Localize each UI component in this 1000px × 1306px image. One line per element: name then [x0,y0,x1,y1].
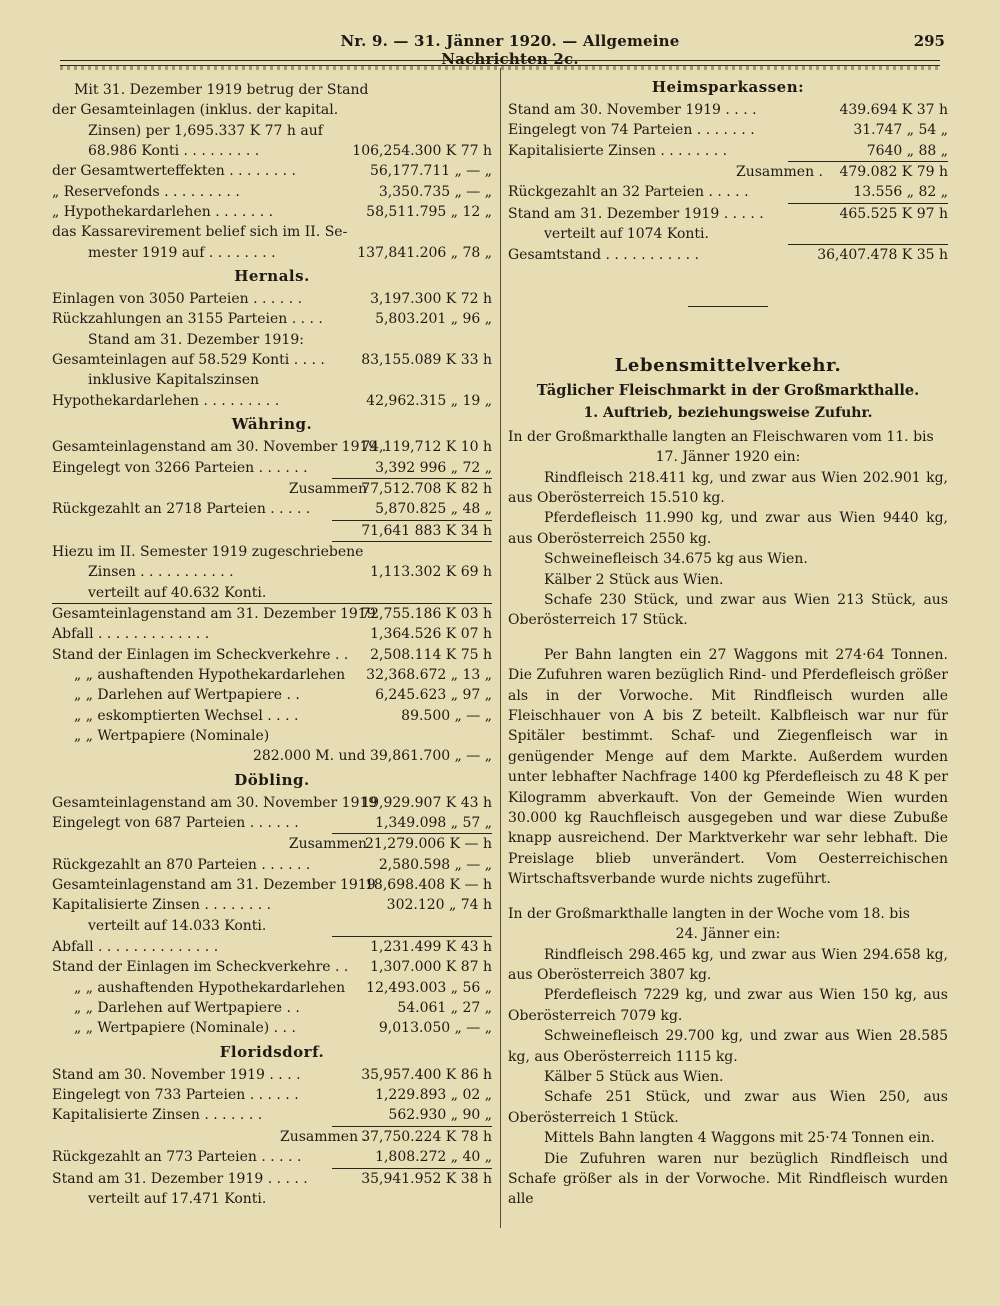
table-row: „ „ Wertpapiere (Nominale) . . . 9,013.050 „ — „ [74,1020,492,1037]
intro-line: 17. Jänner 1920 ein: [655,449,801,466]
section-separator [688,306,768,307]
table-row: verteilt auf 40.632 Konti. [88,584,267,601]
table-row: Zinsen . . . . . . . . . . . 1,113.302 K 69 h [88,564,492,581]
table-row: Zusammen . 479.082 K 79 h [735,164,948,181]
table-row: Abfall . . . . . . . . . . . . . . 1,231.499 K 43 h [52,939,492,956]
list-item: Rindfleisch 298.465 kg, und zwar aus Wien 294.658 kg, aus Oberösterreich 3807 kg. [508,946,948,983]
list-item: Mittels Bahn langten 4 Waggons mit 25·74 Tonnen ein. [544,1130,935,1147]
table-row: der Gesamtwerteffekten . . . . . . . . 56,177.711 „ — „ [52,163,492,180]
table-row: Rückzahlungen an 3155 Parteien . . . . 5,803.201 „ 96 „ [52,311,492,328]
doebling-section [52,793,492,1039]
table-row: „ Reservefonds . . . . . . . . . 3,350.735 „ — „ [52,183,492,200]
intro-line: In der Großmarkthalle langten in der Woche vom 18. bis [508,905,910,922]
table-row: Stand der Einlagen im Scheckverkehre . . 1,307.000 K 87 h [52,959,492,976]
table-row: der Gesamteinlagen (inklus. der kapital. [52,102,339,119]
floridsdorf-section [52,1065,492,1209]
intro-line: In der Großmarkthalle langten an Fleischwaren vom 11. bis [508,428,934,445]
list-item: Pferdefleisch 7229 kg, und zwar aus Wien 150 kg, aus Oberösterreich 7079 kg. [508,987,948,1024]
table-row: Zusammen 21,279.006 K — h [288,836,492,853]
table-row: inklusive Kapitalszinsen [88,372,260,389]
subsection-title: Täglicher Fleischmarkt in der Großmarkthalle. [536,381,920,399]
table-row: Stand am 31. Dezember 1919 . . . . . 465.525 K 97 h [508,205,948,222]
table-row: 71,641 883 K 34 h [361,522,492,539]
table-row: Rückgezahlt an 773 Parteien . . . . . 1,808.272 „ 40 „ [52,1149,492,1166]
intro-section [52,80,492,263]
waehring-section [52,437,492,767]
table-row: Stand am 31. Dezember 1919 . . . . . 35,941.952 K 38 h [52,1170,492,1187]
table-row: Stand der Einlagen im Scheckverkehre . . 2,508.114 K 75 h [52,646,492,663]
left-column [52,80,492,1209]
list-item: Schafe 251 Stück, und zwar aus Wien 250, aus Oberösterreich 1 Stück. [508,1089,948,1126]
intro-line: 24. Jänner ein: [675,926,781,943]
table-row: Kapitalisierte Zinsen . . . . . . . 562.930 „ 90 „ [52,1107,492,1124]
table-row: „ „ eskomptierten Wechsel . . . . 89.500 „ — „ [74,707,492,724]
body-paragraph: Per Bahn langten ein 27 Waggons mit 274·64 Tonnen. Die Zufuhren waren bezüglich Rind- und Pferdefleisch größer als in der Vorwoche. Mit Rindfleisch wurden alle Fleischhauer von A bis Z beteilt. Kalbfleisch war nur für Spitäler bestimmt. Schaf- und Ziegenfleisch war in genügender Menge auf dem Markte. Außerdem wurden unter lebhafter Nachfrage 1400 kg Pferdefleisch zu 48 K per Kilogramm abverkauft. Von der Gemeinde Wien wurden 30.000 kg Rauchfleisch ausgegeben und war diese Zubuße knapp ausreichend. Der Marktverkehr war sehr lebhaft. Die Preislage blieb unverändert. Vom Oesterreichischen Wirtschaftsverbande wurde nichts zugeführt. [508,646,948,888]
table-row: Gesamteinlagenstand am 30. November 1919 . 74,119,712 K 10 h [52,439,492,456]
body-paragraph: Die Zufuhren waren nur bezüglich Rindfleisch und Schafe größer als in der Vorwoche. Mit Rindfleisch wurden alle [508,1150,948,1208]
table-row: Zusammen 77,512.708 K 82 h [288,480,492,497]
table-row: Stand am 30. November 1919 . . . . 35,957.400 K 86 h [52,1066,492,1083]
table-row: Einlagen von 3050 Parteien . . . . . . 3,197.300 K 72 h [52,291,492,308]
list-item: Kälber 2 Stück aus Wien. [544,571,724,588]
table-row: Rückgezahlt an 32 Parteien . . . . . 13.556 „ 82 „ [508,184,948,201]
table-row: Hiezu im II. Semester 1919 zugeschriebene [52,543,364,560]
header-title: Nr. 9. — 31. Jänner 1920. — Allgemeine Nachrichten 2c. [340,32,680,68]
list-item: Pferdefleisch 11.990 kg, und zwar aus Wien 9440 kg, aus Oberösterreich 2550 kg. [508,510,948,547]
table-row: „ „ Wertpapiere (Nominale) [74,727,270,744]
table-row: 282.000 M. und 39,861.700 „ — „ [252,748,492,765]
right-column [508,80,948,1210]
table-row: „ Hypothekardarlehen . . . . . . . 58,511.795 „ 12 „ [52,204,492,221]
table-row: „ „ Darlehen auf Wertpapiere . . 6,245.623 „ 97 „ [74,687,492,704]
table-row: Zusammen . 37,750.224 K 78 h [279,1128,492,1145]
table-row: Mit 31. Dezember 1919 betrug der Stand [74,82,369,98]
table-row: Gesamtstand . . . . . . . . . . . 36,407.478 K 35 h [508,247,948,264]
table-row: Gesamteinlagenstand am 31. Dezember 1919 72,755.186 K 03 h [52,605,492,622]
table-row: verteilt auf 14.033 Konti. [88,917,267,934]
section-heading-heimsparkassen: Heimsparkassen: [651,78,805,96]
table-row: mester 1919 auf . . . . . . . . 137,841.206 „ 78 „ [88,244,492,261]
page-header [0,30,1000,68]
table-row: Kapitalisierte Zinsen . . . . . . . . 302.120 „ 74 h [52,897,492,914]
table-row: Zinsen) per 1,695.337 K 77 h auf [88,122,323,139]
list-item: Rindfleisch 218.411 kg, und zwar aus Wien 202.901 kg, aus Oberösterreich 15.510 kg. [508,469,948,506]
week2-report [508,904,948,1210]
heimsparkassen-section [508,100,948,266]
table-row: Eingelegt von 733 Parteien . . . . . . 1,229.893 „ 02 „ [52,1087,492,1104]
hernals-section [52,289,492,411]
table-row: „ „ Darlehen auf Wertpapiere . . 54.061 „ 27 „ [74,1000,492,1017]
table-row: Eingelegt von 687 Parteien . . . . . . 1,349.098 „ 57 „ [52,815,492,831]
section-title-lebensmittelverkehr: Lebensmittelverkehr. [614,354,842,376]
week1-report [508,427,948,890]
table-row: „ „ aushaftenden Hypothekardarlehen 32,368.672 „ 13 „ [74,666,492,683]
list-item: Kälber 5 Stück aus Wien. [544,1068,724,1085]
list-item: Schafe 230 Stück, und zwar aus Wien 213 Stück, aus Oberösterreich 17 Stück. [508,592,948,629]
table-row: verteilt auf 1074 Konti. [544,226,709,243]
table-row: Gesamteinlagen auf 58.529 Konti . . . . 83,155.089 K 33 h [52,352,492,369]
section-heading-hernals: Hernals. [234,267,310,286]
section-heading-floridsdorf: Floridsdorf. [219,1042,325,1061]
table-row: Kapitalisierte Zinsen . . . . . . . . 7640 „ 88 „ [508,142,948,159]
page-number: 295 [913,32,945,50]
column-divider [500,68,501,1228]
table-row: Eingelegt von 3266 Parteien . . . . . . 3,392 996 „ 72 „ [52,459,492,476]
table-row: Stand am 31. Dezember 1919: [88,331,304,348]
table-row: Stand am 30. November 1919 . . . . 439.694 K 37 h [508,102,948,118]
table-row: Rückgezahlt an 2718 Parteien . . . . . 5,870.825 „ 48 „ [52,501,492,518]
table-row: Hypothekardarlehen . . . . . . . . . 42,962.315 „ 19 „ [52,392,492,409]
section-heading-waehring: Währing. [231,415,313,434]
table-row: Gesamteinlagenstand am 30. November 1919 19,929.907 K 43 h [52,794,492,811]
subsubsection-title: 1. Auftrieb, beziehungsweise Zufuhr. [583,404,873,421]
list-item: Schweinefleisch 29.700 kg, und zwar aus Wien 28.585 kg, aus Oberösterreich 1115 kg. [508,1028,948,1065]
table-row: Rückgezahlt an 870 Parteien . . . . . . 2,580.598 „ — „ [52,856,492,873]
table-row: Abfall . . . . . . . . . . . . . 1,364.526 K 07 h [52,626,492,643]
table-row: verteilt auf 17.471 Konti. [88,1190,267,1207]
table-row: Eingelegt von 74 Parteien . . . . . . . 31.747 „ 54 „ [508,122,948,139]
table-row: „ „ aushaftenden Hypothekardarlehen 12,493.003 „ 56 „ [74,979,492,996]
table-row: Gesamteinlagenstand am 31. Dezember 1919 18,698.408 K — h [52,877,492,894]
table-row: das Kassarevirement belief sich im II. Se- [52,224,348,241]
table-row: 68.986 Konti . . . . . . . . . 106,254.300 K 77 h [88,143,492,160]
section-heading-doebling: Döbling. [234,770,310,789]
list-item: Schweinefleisch 34.675 kg aus Wien. [544,551,808,568]
